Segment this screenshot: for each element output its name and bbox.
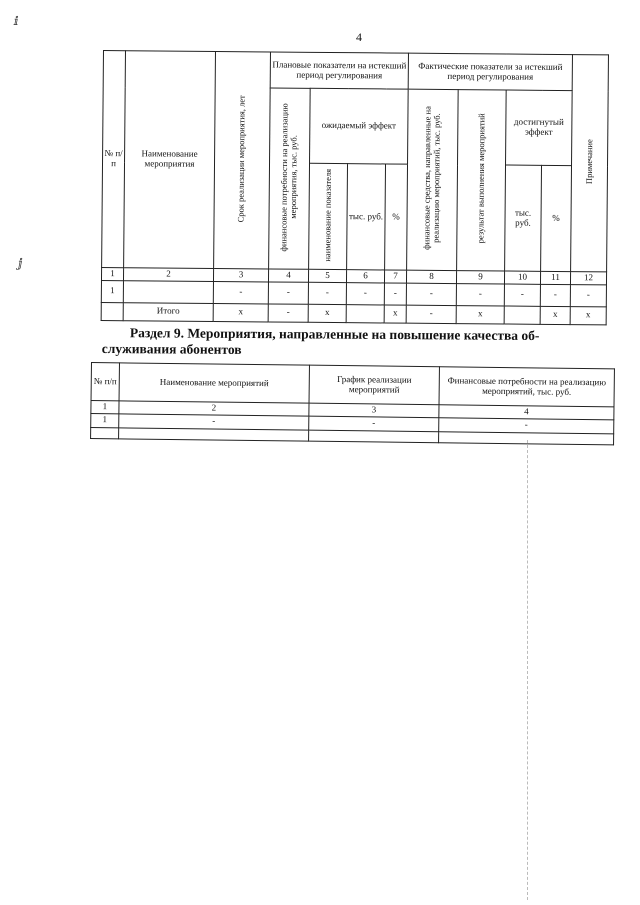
- table-cell: [504, 306, 540, 324]
- table-cell: x: [384, 305, 406, 323]
- total-row: [101, 302, 606, 324]
- margin-mark-middle: ⅉ: [18, 256, 23, 270]
- table-cell: -: [406, 305, 456, 323]
- table-cell: x: [540, 306, 570, 324]
- section-title: [102, 325, 612, 361]
- column-number: 4: [268, 269, 308, 282]
- table-cell: 1: [101, 280, 123, 302]
- margin-mark-top: ⅈ: [14, 14, 19, 28]
- header-achieved-group: достигнутый эффект: [506, 90, 573, 166]
- column-number: 6: [346, 270, 384, 283]
- header-expected-group: ожидаемый эффект: [310, 88, 409, 164]
- section-title-line2: служивания абонентов: [101, 340, 242, 357]
- table-cell: -: [570, 284, 606, 306]
- table-cell: -: [456, 283, 504, 305]
- measures-table: [101, 50, 608, 324]
- header-name: Наименование мероприятия: [124, 51, 216, 269]
- header-fact-fin: финансовые средства, направленные на реализацию мероприятий, тыс. руб.: [407, 89, 459, 270]
- table-cell: -: [346, 282, 384, 304]
- header-ach-rub: тыс. руб.: [505, 165, 542, 271]
- header-exp-name: наименование показателя: [309, 163, 348, 269]
- header-plan-fin: финансовые потребности на реализацию мероприятия, тыс. руб.: [269, 88, 311, 269]
- header-ach-pct: %: [541, 165, 572, 271]
- page-fold-line: [527, 440, 528, 900]
- header-fin: Финансовые потребности на реализацию мероприятий, тыс. руб.: [439, 367, 614, 407]
- total-label: Итого: [123, 302, 213, 321]
- header-exp-rub: тыс. руб.: [347, 164, 386, 270]
- header-no: № п/п: [91, 363, 119, 401]
- column-number: 2: [119, 401, 309, 416]
- table-cell: [346, 304, 384, 322]
- table-cell: -: [308, 282, 346, 304]
- table-cell: -: [268, 282, 308, 304]
- table-cell: x: [570, 306, 606, 324]
- header-note: Примечание: [571, 55, 609, 272]
- table-cell: -: [309, 416, 439, 432]
- table-cell: -: [213, 281, 268, 303]
- column-number: 2: [123, 268, 213, 282]
- header-name: Наименование мероприятий: [119, 363, 309, 403]
- table-cell: x: [456, 305, 504, 323]
- table-cell: -: [540, 284, 570, 306]
- column-number: 1: [101, 267, 123, 280]
- table-cell: -: [384, 283, 406, 305]
- column-number: 3: [309, 403, 439, 417]
- table-cell: [101, 302, 123, 320]
- column-number: 9: [456, 270, 504, 283]
- table-cell: -: [406, 283, 456, 305]
- column-number: 10: [504, 271, 540, 284]
- header-fact-group: Фактические показатели за истекший период регулирования: [408, 53, 572, 90]
- table-cell: x: [213, 303, 268, 321]
- column-number: 11: [540, 271, 570, 284]
- table-cell: [123, 280, 213, 303]
- column-number: 4: [439, 405, 614, 420]
- page-number: 4: [356, 30, 362, 44]
- column-number: 12: [570, 271, 606, 284]
- table-cell: -: [119, 414, 309, 430]
- column-number: 8: [406, 270, 456, 283]
- column-number: 5: [308, 269, 346, 282]
- header-no: № п/п: [102, 51, 126, 268]
- header-exp-pct: %: [385, 164, 408, 270]
- header-term: Срок реализации мероприятия, лет: [214, 51, 271, 268]
- table-cell: -: [439, 418, 614, 434]
- header-schedule: График реализации мероприятий: [309, 365, 439, 405]
- service-quality-table: [90, 362, 614, 443]
- column-number: 7: [384, 270, 406, 283]
- table-cell: -: [268, 304, 308, 322]
- header-plan-group: Плановые показатели на истекший период регулирования: [270, 52, 408, 89]
- table-cell: x: [308, 304, 346, 322]
- table-cell: 1: [91, 413, 119, 427]
- header-fact-result: результат выполнения мероприятий: [457, 90, 507, 271]
- column-number: 1: [91, 401, 119, 414]
- table-cell: -: [504, 284, 540, 306]
- section-title-line1: Раздел 9. Мероприятия, направленные на повышение качества об-: [129, 325, 540, 344]
- column-number: 3: [213, 268, 268, 281]
